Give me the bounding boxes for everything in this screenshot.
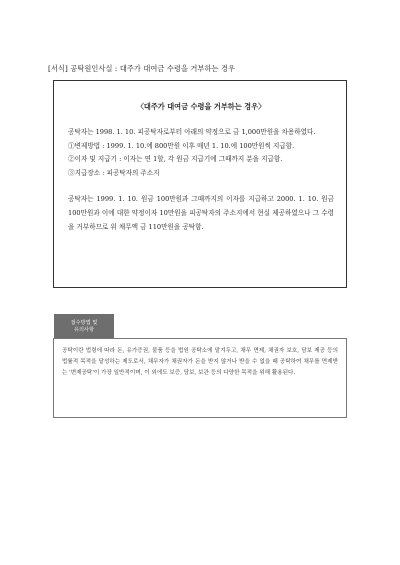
notice-label	[54, 314, 114, 339]
loan-fact-paragraph: 공탁자는 1998. 1. 10. 피공탁자로부터 아래의 약정으로 금 1,000만원을 차용하였다.	[68, 128, 316, 136]
notice-label-line1: 접수방법 및	[70, 319, 98, 326]
repayment-method-item: ①변제방법 : 1999. 1. 10.에 800만원 이후 매년 1. 10.에 100만원씩 지급함.	[68, 141, 295, 150]
statement-box	[53, 80, 347, 288]
document-heading: [서식] 공탁원인사실 : 대주가 대여금 수령을 거부하는 경우	[48, 64, 236, 73]
notice-box	[53, 338, 347, 418]
payment-place-item: ③지급장소 : 피공탁자의 주소지	[68, 168, 160, 177]
notice-label-line2: 유의사항	[73, 326, 95, 333]
box-title: 〈대주가 대여금 수령을 거부하는 경우〉	[136, 102, 266, 111]
interest-item: ②이자 및 지급기 : 이자는 연 1할, 각 원금 지급기에 그때까지 분을 지급함.	[68, 155, 283, 164]
notice-text: 공탁이란 법령에 따라 돈, 유가증권, 물품 등을 법원 공탁소에 맡겨두고, 채무 면제, 채권자 보호, 담보 제공 등의 법률적 목적을 달성하는 제도로서, 채무자가 채권자가 돈을 받지 않거나 받을 수 없을 때 공탁하여 채무를 면제받는 '변제공탁'이 가장 일반적이며, 이 외에도 보증, 담보, 보관 등의 다양한 목적을 위해 활용된다.	[62, 348, 338, 377]
deposit-cause-paragraph: 공탁자는 1999. 1. 10. 원금 100만원과 그때까지의 이자를 지급하고 2000. 1. 10. 원금 100만원과 이에 대한 약정이자 10만원을 피공탁자의 주소지에서 현실 제공하였으나 그 수령을 거부하므로 위 채무액 금 110만원을 공탁함.	[68, 195, 334, 231]
